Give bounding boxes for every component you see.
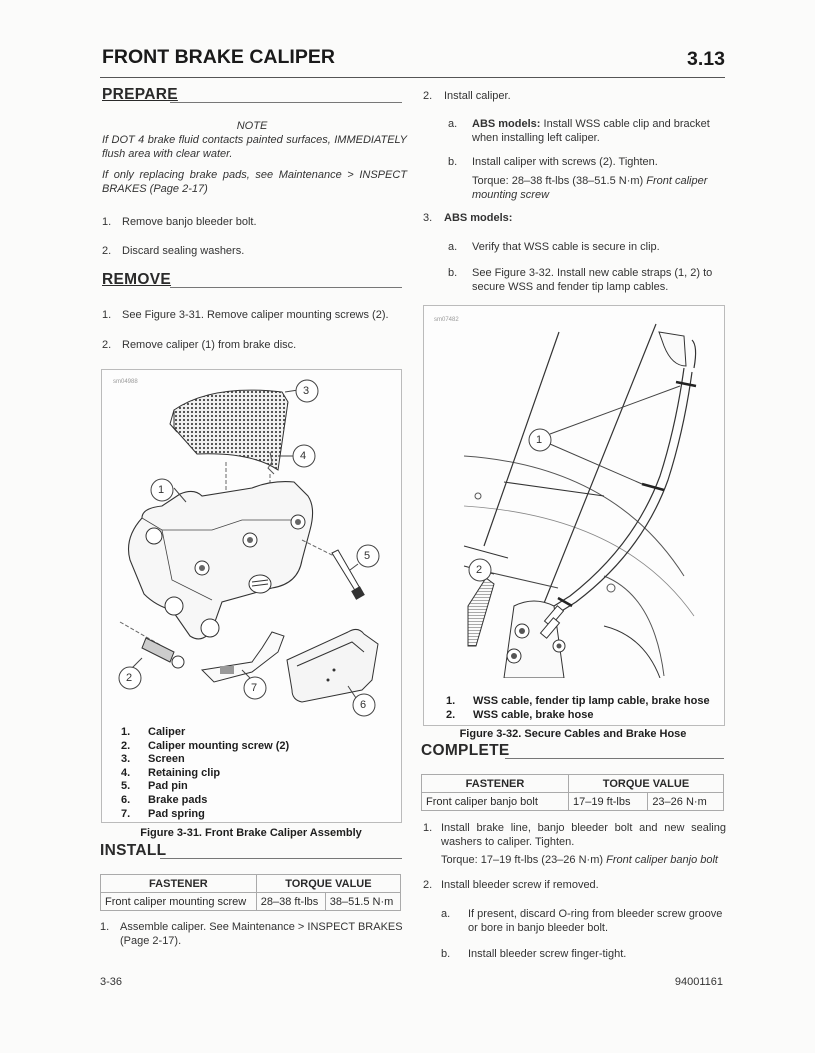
install-step-2: 2. Install caliper.: [423, 90, 511, 102]
install-step-2b-torque: Torque: 28–38 ft-lbs (38–51.5 N·m) Front caliper mounting screw: [472, 175, 708, 201]
legend-item: 7. Pad spring: [121, 807, 205, 820]
callout-7-label: 7: [251, 682, 258, 694]
legend-item: 6. Brake pads: [121, 794, 208, 806]
note-label: NOTE: [236, 120, 268, 132]
figure-3-32-callouts: [424, 306, 724, 678]
remove-step-1: 1. See Figure 3-31. Remove caliper mounting screws (2).: [102, 309, 389, 321]
table-row: [422, 793, 724, 811]
callout-2-label: 2: [126, 672, 133, 684]
note-text: If DOT 4 brake fluid contacts painted surfaces, IMMEDIATELY flush area with clear water.: [102, 134, 407, 160]
complete-heading-rule: [505, 758, 724, 759]
legend-item: 4. Retaining clip: [121, 766, 221, 779]
figure-3-31-callouts: [102, 370, 401, 720]
figure-id: sm04988: [113, 379, 138, 385]
callout-6-label: 6: [360, 699, 367, 711]
legend-item: 2. Caliper mounting screw (2): [121, 739, 290, 752]
complete-torque-table: [421, 774, 724, 811]
prepare-step-2: 2. Discard sealing washers.: [102, 245, 245, 257]
install-heading-rule: [160, 858, 402, 859]
complete-step-2: 2. Install bleeder screw if removed.: [423, 879, 599, 891]
complete-step-1: 1. Install brake line, banjo bleeder bolt and new sealing washers to caliper. Tighten.: [423, 822, 726, 848]
torque-nm-cell: 38–51.5 N·m: [325, 893, 400, 911]
torque-nm-cell: 23–26 N·m: [648, 793, 724, 811]
callout-4-label: 4: [300, 450, 307, 462]
fastener-cell: Front caliper mounting screw: [101, 893, 257, 911]
note-inspect-brakes: If only replacing brake pads, see Maintenance > INSPECT BRAKES (Page 2-17): [102, 169, 407, 195]
install-step-2b: b. Install caliper with screws (2). Tighten.: [448, 156, 658, 168]
legend-item: 5. Pad pin: [121, 780, 188, 793]
header-rule: [100, 77, 725, 78]
prepare-heading-rule: [170, 102, 402, 103]
complete-step-2a: a. If present, discard O-ring from bleeder screw groove or bore in banjo bleeder bolt.: [441, 908, 723, 934]
install-step-3a: a. Verify that WSS cable is secure in clip.: [448, 241, 660, 253]
install-step-3: 3. ABS models:: [423, 212, 513, 224]
torque-ftlbs-cell: 17–19 ft-lbs: [569, 793, 648, 811]
callout-1-label: 1: [158, 484, 165, 496]
legend-item: 1. WSS cable, fender tip lamp cable, brake hose: [446, 695, 710, 707]
install-heading: INSTALL: [100, 842, 167, 859]
callout-5-label: 5: [364, 550, 371, 562]
torque-ftlbs-cell: 28–38 ft-lbs: [256, 893, 325, 911]
callout-1-label: 1: [536, 434, 543, 446]
figure-id: sm07482: [434, 317, 459, 323]
page-title: FRONT BRAKE CALIPER: [102, 46, 335, 68]
figure-3-31-legend: [121, 726, 391, 822]
section-number: 3.13: [687, 48, 725, 70]
callout-3-label: 3: [303, 385, 310, 397]
figure-3-32-caption: Figure 3-32. Secure Cables and Brake Hose: [459, 728, 687, 740]
install-step-2a: a. ABS models: Install WSS cable clip and bracket when installing left caliper.: [448, 118, 710, 144]
complete-step-1-torque: Torque: 17–19 ft-lbs (23–26 N·m) Front caliper banjo bolt: [441, 854, 718, 866]
complete-heading: COMPLETE: [421, 742, 510, 759]
table-row: [101, 893, 401, 911]
prepare-heading: PREPARE: [102, 86, 178, 103]
remove-heading: REMOVE: [102, 271, 171, 288]
document-number: 94001161: [674, 976, 723, 988]
install-step-1: 1. Assemble caliper. See Maintenance > INSPECT BRAKES (Page 2-17).: [100, 921, 403, 947]
legend-item: 3. Screen: [121, 753, 185, 766]
figure-3-32: [423, 305, 725, 726]
remove-step-2: 2. Remove caliper (1) from brake disc.: [102, 339, 297, 351]
callout-2-label: 2: [476, 564, 483, 576]
legend-item: 1. Caliper: [121, 726, 186, 738]
install-torque-table: [100, 874, 401, 911]
torque-value-header: TORQUE VALUE: [256, 875, 400, 893]
complete-step-2b: b. Install bleeder screw finger-tight.: [441, 948, 627, 960]
fastener-header: FASTENER: [422, 775, 569, 793]
remove-heading-rule: [170, 287, 402, 288]
torque-value-header: TORQUE VALUE: [569, 775, 724, 793]
fastener-header: FASTENER: [101, 875, 257, 893]
fastener-cell: Front caliper banjo bolt: [422, 793, 569, 811]
install-step-3b: b. See Figure 3-32. Install new cable straps (1, 2) to secure WSS and fender tip lamp cables.: [448, 267, 713, 293]
legend-item: 2. WSS cable, brake hose: [446, 708, 594, 721]
prepare-step-1: 1. Remove banjo bleeder bolt.: [102, 216, 257, 228]
figure-3-31-caption: Figure 3-31. Front Brake Caliper Assembly: [140, 827, 362, 839]
figure-3-32-legend: [446, 695, 721, 723]
page-number: 3-36: [100, 976, 123, 988]
figure-3-31: [101, 369, 402, 823]
